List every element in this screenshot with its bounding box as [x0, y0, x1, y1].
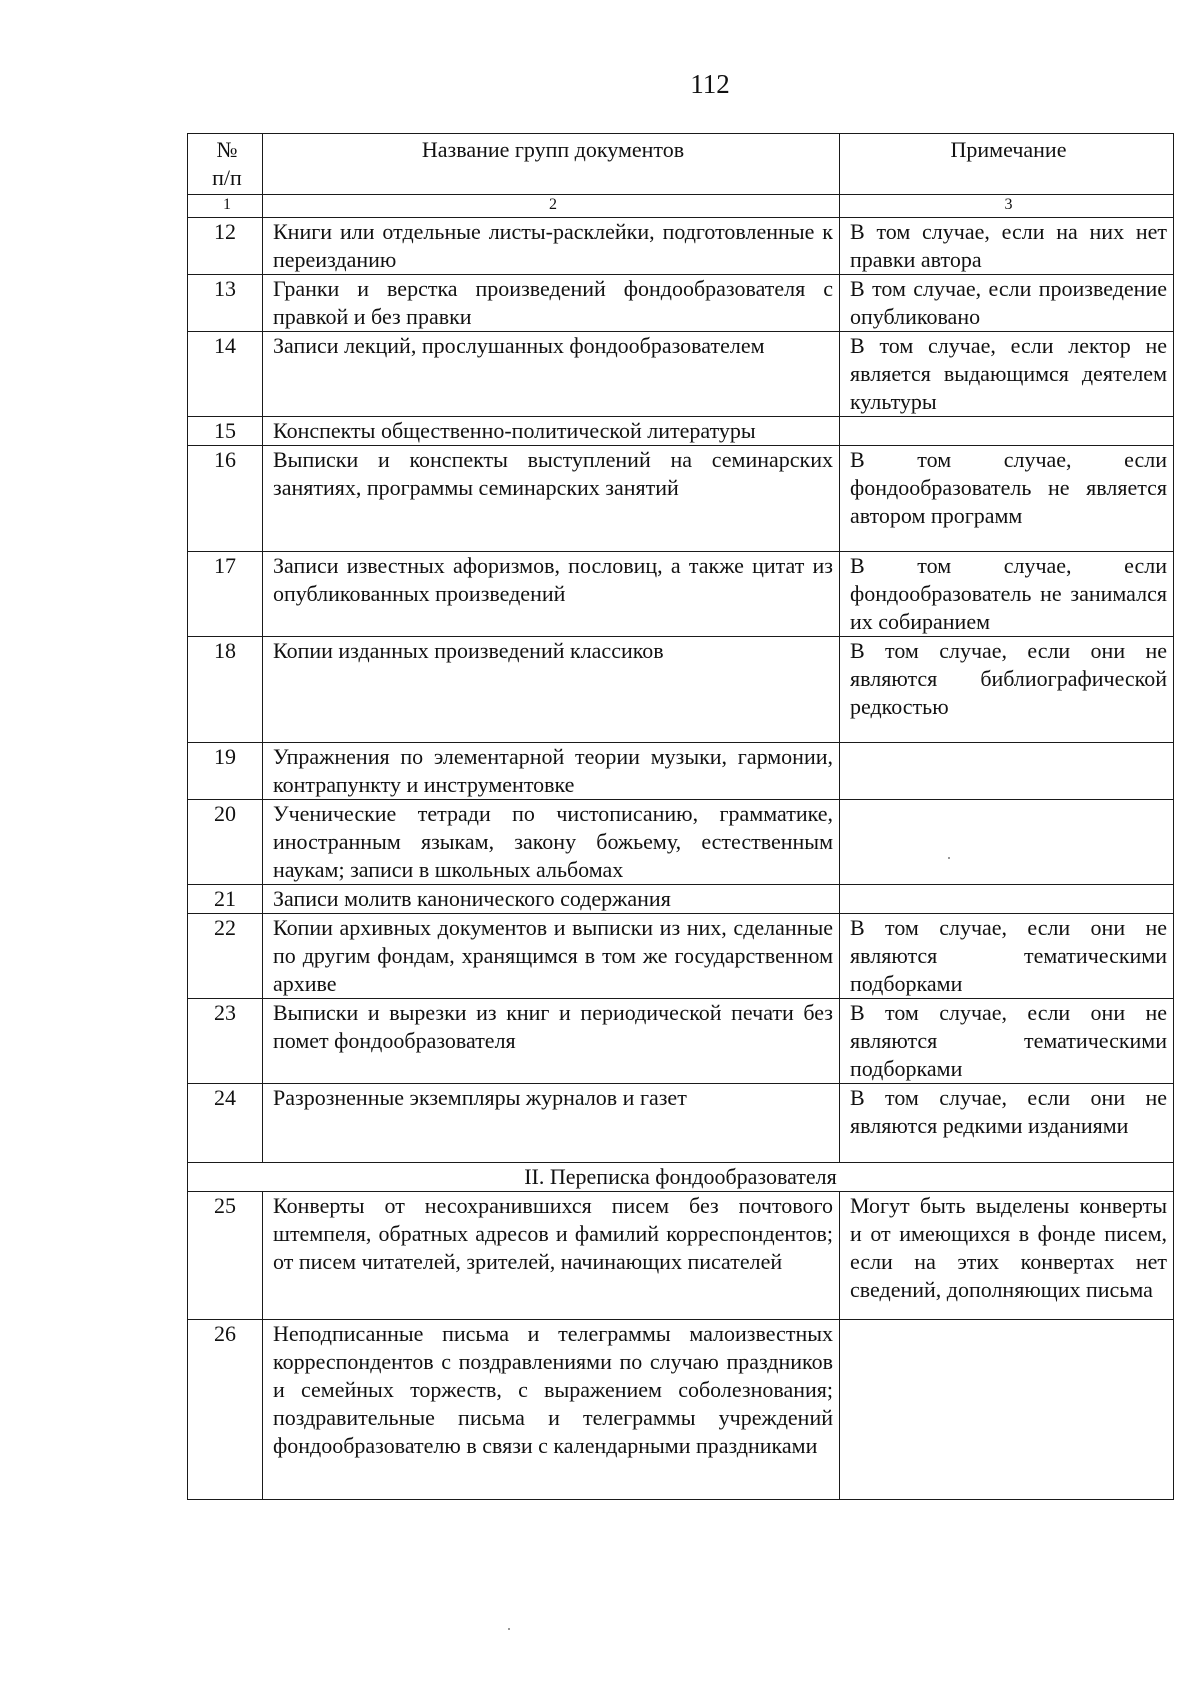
document-group-name: Выписки и конспекты выступлений на семинарских занятиях, программы семинарских занятий — [263, 446, 840, 552]
row-note — [840, 800, 1174, 885]
row-note: В том случае, если лектор не является выдающимся деятелем культуры — [840, 332, 1174, 417]
row-number: 24 — [188, 1084, 263, 1163]
document-group-name: Гранки и верстка произведений фондообразователя с правкой и без правки — [263, 275, 840, 332]
row-note: В том случае, если произведение опубликовано — [840, 275, 1174, 332]
table-row — [188, 1320, 1174, 1500]
row-number: 23 — [188, 999, 263, 1084]
document-group-name: Копии архивных документов и выписки из них, сделанные по другим фондам, хранящимся в том же государственном архиве — [263, 914, 840, 999]
column-index: 1 — [188, 195, 263, 218]
document-group-name: Разрозненные экземпляры журналов и газет — [263, 1084, 840, 1163]
row-number: 21 — [188, 885, 263, 914]
row-number: 15 — [188, 417, 263, 446]
row-note: В том случае, если они не являются тематическими подборками — [840, 914, 1174, 999]
row-number: 18 — [188, 637, 263, 743]
table-row — [188, 446, 1174, 552]
row-number: 19 — [188, 743, 263, 800]
page-number: 112 — [690, 69, 730, 99]
row-number: 12 — [188, 218, 263, 275]
column-index-row — [188, 195, 1174, 218]
table-header-row — [188, 134, 1174, 195]
row-note — [840, 1320, 1174, 1500]
table-row — [188, 637, 1174, 743]
document-group-name: Копии изданных произведений классиков — [263, 637, 840, 743]
document-group-name: Неподписанные письма и телеграммы малоизвестных корреспондентов с поздравлениями по случаю праздников и семейных торжеств, с выражением соболезнования; поздравительные письма и телеграммы учреждений фондообразователю в связи с календарными праздниками — [263, 1320, 840, 1500]
table-row — [188, 417, 1174, 446]
document-group-name: Записи лекций, прослушанных фондообразователем — [263, 332, 840, 417]
table-row — [188, 1192, 1174, 1320]
document-group-name: Конспекты общественно-политической литературы — [263, 417, 840, 446]
row-note: В том случае, если они не являются редкими изданиями — [840, 1084, 1174, 1163]
document-group-name: Конверты от несохранившихся писем без почтового штемпеля, обратных адресов и фамилий корреспондентов; от писем читателей, зрителей, начинающих писателей — [263, 1192, 840, 1320]
row-note: В том случае, если фондообразователь не занимался их собиранием — [840, 552, 1174, 637]
document-group-name: Книги или отдельные листы-расклейки, подготовленные к переизданию — [263, 218, 840, 275]
document-group-name: Упражнения по элементарной теории музыки, гармонии, контрапункту и инструментовке — [263, 743, 840, 800]
table-row — [188, 332, 1174, 417]
document-group-name: Ученические тетради по чистописанию, грамматике, иностранным языкам, закону божьему, естественным наукам; записи в школьных альбомах — [263, 800, 840, 885]
table-row — [188, 885, 1174, 914]
document-group-name: Выписки и вырезки из книг и периодической печати без помет фондообразователя — [263, 999, 840, 1084]
column-index: 3 — [840, 195, 1174, 218]
row-number: 25 — [188, 1192, 263, 1320]
table-row — [188, 552, 1174, 637]
table-row — [188, 1084, 1174, 1163]
table-row — [188, 800, 1174, 885]
table-row — [188, 218, 1174, 275]
row-note — [840, 743, 1174, 800]
document-group-name: Записи молитв канонического содержания — [263, 885, 840, 914]
table-body — [188, 134, 1174, 1500]
scan-speck — [508, 1628, 510, 1630]
header-document-groups: Название групп документов — [263, 134, 840, 195]
row-number: 14 — [188, 332, 263, 417]
row-number: 22 — [188, 914, 263, 999]
row-note: В том случае, если фондообразователь не является автором программ — [840, 446, 1174, 552]
section-row — [188, 1163, 1174, 1192]
documents-table — [187, 133, 1174, 1500]
row-note: В том случае, если они не являются тематическими подборками — [840, 999, 1174, 1084]
row-number: 16 — [188, 446, 263, 552]
row-number: 20 — [188, 800, 263, 885]
row-note — [840, 885, 1174, 914]
row-note: В том случае, если они не являются библиографической редкостью — [840, 637, 1174, 743]
scan-speck — [948, 857, 950, 859]
table-row — [188, 999, 1174, 1084]
row-note: В том случае, если на них нет правки автора — [840, 218, 1174, 275]
document-group-name: Записи известных афоризмов, пословиц, а также цитат из опубликованных произведений — [263, 552, 840, 637]
row-note: Могут быть выделены конверты и от имеющихся в фонде писем, если на этих конвертах нет сведений, дополняющих письма — [840, 1192, 1174, 1320]
header-note: Примечание — [840, 134, 1174, 195]
row-number: 17 — [188, 552, 263, 637]
row-number: 13 — [188, 275, 263, 332]
header-number: № п/п — [188, 134, 263, 195]
column-index: 2 — [263, 195, 840, 218]
table-row — [188, 914, 1174, 999]
table-row — [188, 275, 1174, 332]
section-title: II. Переписка фондообразователя — [188, 1163, 1174, 1192]
table-row — [188, 743, 1174, 800]
row-number: 26 — [188, 1320, 263, 1500]
row-note — [840, 417, 1174, 446]
